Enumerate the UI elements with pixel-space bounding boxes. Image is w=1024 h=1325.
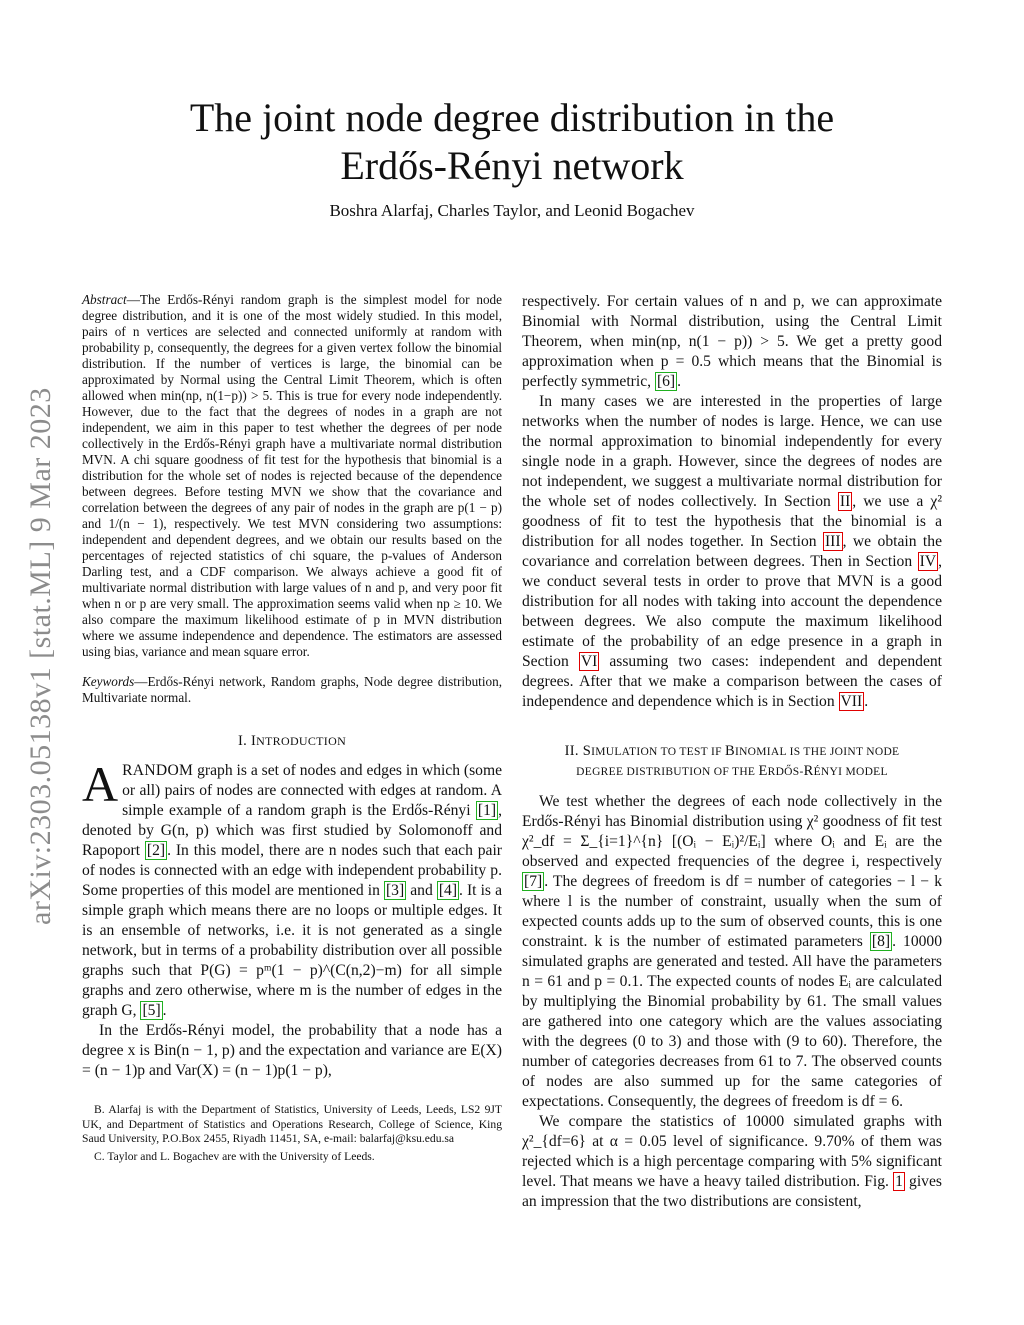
citation-link-1[interactable]: [1]: [477, 802, 497, 819]
intro-paragraph-2: In the Erdős-Rényi model, the probability that a node has a degree x is Bin(n − 1, p) and the expectation and variance are E(X) = (n − 1)p and Var(X) = (n − 1)p(1 − p),: [82, 1022, 502, 1079]
right-text-c: In many cases we are interested in the properties of large networks when the number of nodes is large. Hence, we can use the normal approximation to binomial independently for every single node in a graph. However, since the degrees of nodes are not independent, we suggest a multivariate normal distribution for the whole set of nodes collectively. In Section: [522, 393, 942, 510]
footnote-affiliation-1: B. Alarfaj is with the Department of Statistics, University of Leeds, Leeds, LS2 9JT UK, and Department of Statistics and Operations Research, College of Science, King Saud University, P.O.Box 2455, Riyadh 11451, SA, e-mail: balarfaj@ksu.edu.sa: [82, 1103, 502, 1145]
sec2-part-6: E: [758, 763, 768, 779]
right-text-g: assuming two cases: independent and dependent degrees. After that we make a comparison between the cases of independence and dependence which is in Section: [522, 653, 942, 710]
footnotes: [82, 1103, 502, 1164]
section-heading-simulation: [522, 742, 942, 782]
right-column: [522, 292, 942, 1212]
citation-link-7[interactable]: [7]: [524, 873, 543, 890]
section-link-3[interactable]: III: [824, 533, 841, 550]
right-paragraph-1: [522, 292, 942, 392]
section-link-2[interactable]: II: [839, 493, 851, 510]
citation-link-6[interactable]: [6]: [656, 373, 676, 390]
keywords-label: Keywords: [82, 674, 135, 689]
section-link-4[interactable]: IV: [919, 553, 937, 570]
right-text-d: , we use a χ² goodness of fit to test the hypothesis that the binomial is a distribution for all nodes together. In Section: [522, 493, 942, 550]
section-link-7[interactable]: VII: [840, 693, 863, 710]
sim-paragraph-2: [522, 1112, 942, 1212]
footnote-affiliation-2: C. Taylor and L. Bogachev are with the University of Leeds.: [94, 1149, 375, 1163]
intro-text-c: . In this model, there are n nodes such that each pair of nodes is connected with an edge with independent probability p. Some properties of this model are mentioned in: [82, 842, 503, 899]
drop-cap: A: [82, 756, 119, 812]
left-column: [82, 292, 502, 1164]
right-text-h: .: [864, 693, 869, 710]
arxiv-identifier-stamp: arXiv:2303.05138v1 [stat.ML] 9 Mar 2023: [24, 387, 57, 925]
abstract: [82, 292, 502, 660]
sec2-part-4: INOMIAL IS THE JOINT NODE: [734, 746, 900, 758]
intro-text-a: graph is a set of nodes and edges in which (some or all) pairs of nodes are connected with edges at random. A simple example of a random graph is the Erdős-Rényi: [122, 762, 503, 819]
intro-text-e: . It is a simple graph which means there are no loops or multiple edges. It is an ensemble of networks, i.e. it is not generated as a single network, but in terms of a probability distribution over all possible graphs such that P(G) = pᵐ(1 − p)^(C(n,2)−m) for all simple graphs and zero otherwise, where m is the number of edges in the graph G,: [82, 882, 502, 1019]
citation-link-4[interactable]: [4]: [438, 882, 458, 899]
citation-link-5[interactable]: [5]: [142, 1002, 161, 1019]
paper-title: [150, 94, 874, 190]
right-text-a: respectively. For certain values of n and p, we can approximate Binomial with Normal distribution, using the Central Limit Theorem, when min(np, n(1 − p)) > 5. We get a pretty good approximation when p = 0.5 which means that the Binomial is perfectly symmetric,: [522, 293, 942, 390]
intro-text-b: , denoted by G(n, p) which was first studied by Solomonoff and Rapoport: [82, 802, 502, 859]
sec2-part-7: RDŐS-: [767, 766, 804, 778]
figure-link-1[interactable]: 1: [895, 1173, 903, 1190]
sim-text-d: We compare the statistics of 10000 simulated graphs with χ²_{df=6} at α = 0.05 level of significance. 9.70% of them was rejected which is a high percentage comparing with 5% significant level. That means we have a heavy tailed distribution. Fig.: [522, 1113, 942, 1190]
sec2-part-2: IMULATION TO TEST IF: [591, 746, 725, 758]
sim-text-a: We test whether the degrees of each node collectively in the Erdős-Rényi has Binomial distribution using χ² goodness of fit test χ²_df = Σ_{i=1}^{n} [(Oᵢ − Eᵢ)²/Eᵢ] where Oᵢ and Eᵢ are the observed and expected frequencies of the degree i, respectively: [522, 793, 942, 870]
keywords-text: —Erdős-Rényi network, Random graphs, Node degree distribution, Multivariate normal.: [82, 674, 502, 705]
citation-link-2[interactable]: [2]: [146, 842, 166, 859]
sec2-part-9: ÉNYI MODEL: [813, 766, 888, 778]
section-title-initial: I: [250, 733, 257, 749]
section-link-6[interactable]: VI: [580, 653, 598, 670]
abstract-text: —The Erdős-Rényi random graph is the simplest model for node degree distribution, and it is one of the most widely studied. In this model, pairs of n vertices are selected and connected uniformly at random with probability p, consequently, the degrees for a given vertex follow the binomial distribution. If the number of vertices is large, the binomial can be approximated by Normal using the Central Limit Theorem, which is often allowed when min(np, n(1−p)) > 5. This is true for every node independently. However, due to the fact that the degrees of nodes in a graph are not independent, we aim in this paper to test whether the degrees of per node collectively in the Erdős-Rényi graph have a multivariate normal distribution MVN. A chi square goodness of fit test for the hypothesis that binomial is a distribution for the whole set of nodes is rejected because of the dependence between degrees. Before testing MVN we show that the covariance and correlation between the degrees of any pair of nodes in the graph are p(1 − p) and 1/(n − 1), respectively. We test MVN considering two assumptions: independent and dependent degrees, and we obtain our results based on the percentages of rejected statistics of chi square, the p-values of Anderson Darling test, and a CDF comparison. We always achieve a good fit of multivariate normal distribution with large values of n and p, and very poor fit when n or p are very small. The approximation seems valid when np ≥ 10. We also compare the maximum likelihood estimate of p in MVN distribution where we assume independence and dependence. The estimators are assessed using bias, variance and mean square error.: [82, 292, 502, 659]
section-title-rest: NTRODUCTION: [256, 734, 347, 748]
abstract-label: Abstract: [82, 292, 127, 307]
keywords: [82, 674, 502, 706]
sim-text-b: . The degrees of freedom is df = number of categories − l − k where l is the number of constraint, usually when the sum of expected counts adds up to the sum of observed counts, this is one constraint. k is the number of estimated parameters: [522, 873, 942, 950]
right-paragraph-2: [522, 392, 942, 712]
citation-link-8[interactable]: [8]: [871, 933, 891, 950]
sim-paragraph-1: [522, 792, 942, 1112]
citation-link-3[interactable]: [3]: [385, 882, 405, 899]
sec2-part-5: DEGREE DISTRIBUTION OF THE: [576, 766, 759, 778]
right-text-e: , we obtain the covariance and correlation between degrees. Then in Section: [522, 533, 942, 570]
section-heading-introduction: [82, 732, 502, 751]
sec2-part-8: R: [803, 763, 814, 779]
title-line-1: The joint node degree distribution in the: [189, 95, 835, 140]
right-text-f: , we conduct several tests in order to prove that MVN is a good distribution for all nodes with taking into account the dependence between degrees. We also compute the maximum likelihood estimate of the probability of an edge presence in a graph in Section: [522, 553, 942, 670]
intro-paragraph-1: [82, 756, 503, 1021]
intro-text-f: .: [162, 1002, 167, 1019]
sim-text-c: . 10000 simulated graphs are generated and tested. All have the parameters n = 61 and p = 0.1. The expected counts of nodes Eᵢ are calculated by multiplying the Binomial probability by 61. The small values are gathered into one category which are the values associating with the degrees (0 to 3) and those with (9 to 60). Therefore, the number of categories decreases from 61 to 7. The observed counts of nodes are also summed up for the same categories of expectations. Consequently, the degrees of freedom is df = 6.: [522, 933, 943, 1110]
sec2-part-1: II. S: [564, 743, 592, 759]
sec2-part-3: B: [724, 743, 735, 759]
intro-text-d: and: [406, 882, 437, 899]
section-numeral: I.: [237, 733, 247, 749]
author-list: Boshra Alarfaj, Charles Taylor, and Leonid Bogachev: [329, 201, 695, 220]
intro-lead-word: RANDOM: [122, 762, 194, 779]
right-text-b: .: [677, 373, 682, 390]
sim-text-e: gives an impression that the two distributions are consistent,: [522, 1173, 942, 1210]
title-line-2: Erdős-Rényi network: [340, 143, 684, 188]
